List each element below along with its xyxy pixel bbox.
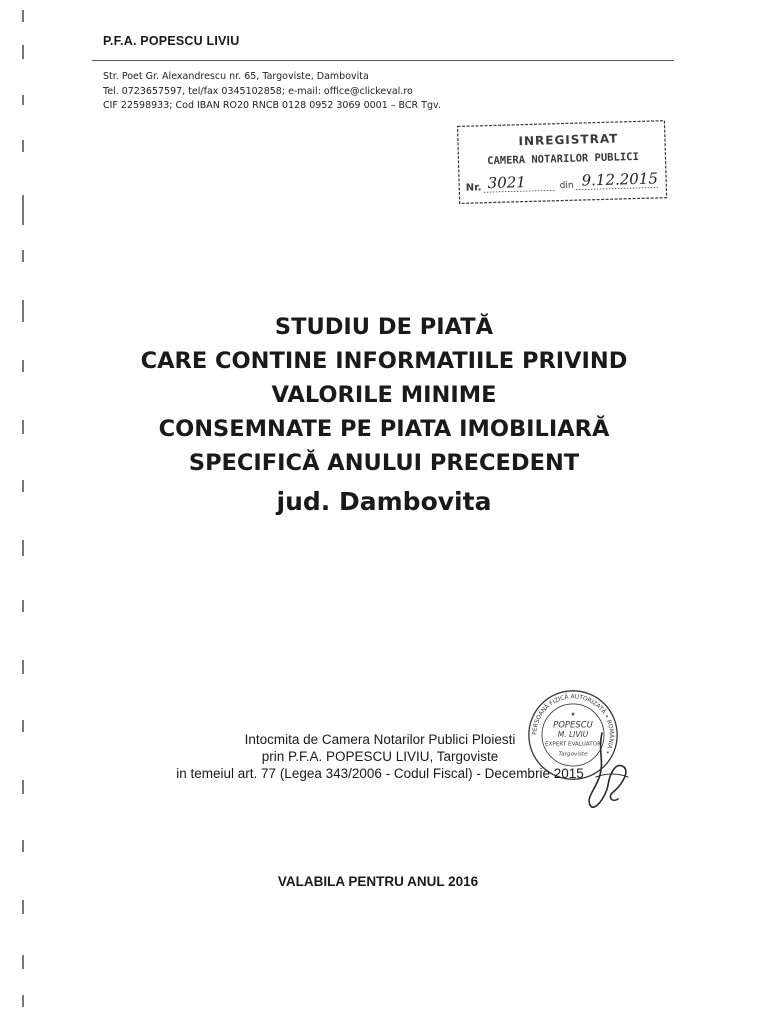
stamp-number: 3021 [487,173,527,193]
prepared-by-line-1: Intocmita de Camera Notarilor Publici Ploiesti [244,732,516,747]
title-line-5: SPECIFICĂ ANULUI PRECEDENT [188,450,580,476]
seal-name-line-1: POPESCU [553,719,593,730]
company-fiscal-info: CIF 22598933; Cod IBAN RO20 RNCB 0128 0952 3069 0001 – BCR Tgv. [103,100,441,111]
document-title [0,310,768,522]
stamp-date: 9.12.2015 [581,169,659,190]
binding-mark [22,10,24,22]
binding-mark [22,900,24,914]
binding-mark [22,250,24,262]
seal-role: EXPERT EVALUATOR [544,741,602,748]
prepared-by-block [160,731,600,782]
binding-mark [22,95,24,105]
binding-mark [22,140,24,152]
seal-star-icon: ★ [570,712,576,719]
signature-stroke [589,733,626,807]
registration-stamp [456,119,668,205]
validity-note: VALABILA PENTRU ANUL 2016 [277,874,479,889]
title-county: jud. Dambovita [276,487,492,516]
stamp-number-label: Nr. [465,182,482,194]
company-name: P.F.A. POPESCU LIVIU [103,34,240,48]
header-divider [92,60,674,61]
binding-mark [22,840,24,852]
binding-mark [22,660,24,674]
binding-mark [22,45,24,59]
binding-mark [22,195,24,225]
seal-name-line-2: M. LIVIU [557,729,589,739]
binding-mark [22,720,24,732]
seal-ring-text: PERSOANĂ FIZICĂ AUTORIZATĂ • ROMÂNIA • [532,694,614,755]
binding-mark [22,780,24,794]
stamp-date-label: din [559,180,574,192]
prepared-by-line-2: prin P.F.A. POPESCU LIVIU, Targoviste [261,749,499,764]
seal-city: Targoviste [558,751,588,758]
company-address: Str. Poet Gr. Alexandrescu nr. 65, Targoviste, Dambovita [103,71,369,82]
handwritten-signature [576,727,634,825]
prepared-by-line-3: in temeiul art. 77 (Legea 343/2006 - Codul Fiscal) - Decembrie 2015 [176,766,584,781]
stamp-institution: CAMERA NOTARILOR PUBLICI [486,150,639,168]
title-line-3: VALORILE MINIME [271,382,497,408]
title-line-2: CARE CONTINE INFORMATIILE PRIVIND [140,348,628,374]
title-line-1: STUDIU DE PIATĂ [274,314,494,340]
binding-mark [22,540,24,556]
binding-mark [22,600,24,612]
stamp-title: INREGISTRAT [518,131,619,149]
company-contact: Tel. 0723657597, tel/fax 0345102858; e-mail: office@clickeval.ro [103,85,413,97]
binding-mark [22,995,24,1007]
title-line-4: CONSEMNATE PE PIATA IMOBILIARĂ [158,416,610,442]
binding-mark [22,955,24,969]
company-info [103,70,441,114]
